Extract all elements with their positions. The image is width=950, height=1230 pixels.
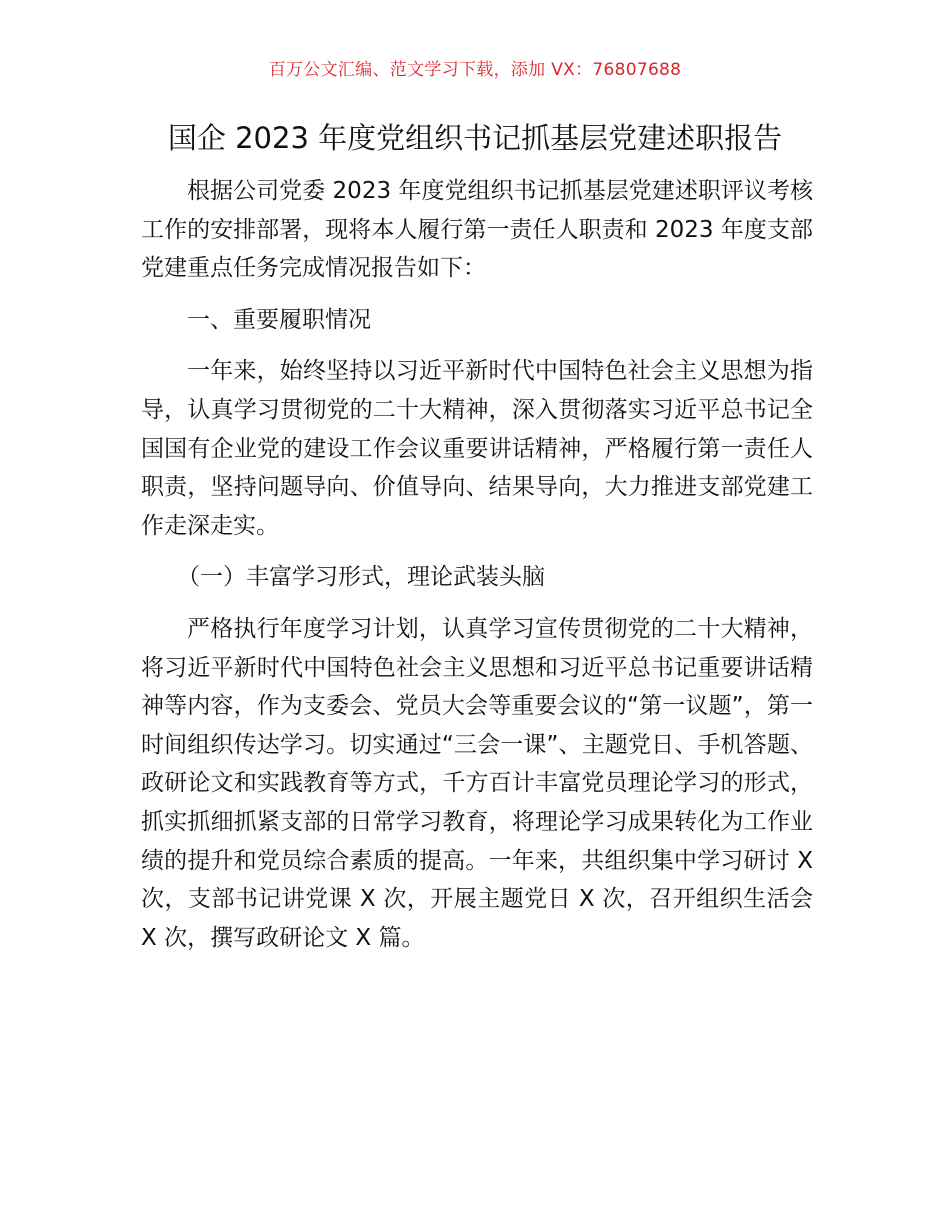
- document-body: [141, 172, 813, 957]
- section-1-paragraph: 一年来，始终坚持以习近平新时代中国特色社会主义思想为指导，认真学习贯彻党的二十大精神，深入贯彻落实习近平总书记全国国有企业党的建设工作会议重要讲话精神，严格履行第一责任人职责，坚持问题导向、价值导向、结果导向，大力推进支部党建工作走深走实。: [141, 358, 813, 539]
- section-heading-1: 一、重要履职情况: [187, 306, 371, 333]
- document-title: 国企 2023 年度党组织书记抓基层党建述职报告: [167, 121, 783, 155]
- download-promo-note: 百万公文汇编、范文学习下载，添加 VX：76807688: [268, 60, 682, 80]
- subsection-heading-1: （一）丰富学习形式，理论武装头脑: [177, 564, 545, 591]
- intro-paragraph: 根据公司党委 2023 年度党组织书记抓基层党建述职评议考核工作的安排部署，现将本人履行第一责任人职责和 2023 年度支部党建重点任务完成情况报告如下：: [141, 178, 813, 282]
- subsection-1-paragraph: 严格执行年度学习计划，认真学习宣传贯彻党的二十大精神，将习近平新时代中国特色社会主义思想和习近平总书记重要讲话精神等内容，作为支委会、党员大会等重要会议的“第一议题”，第一时间组织传达学习。切实通过“三会一课”、主题党日、手机答题、政研论文和实践教育等方式，千方百计丰富党员理论学习的形式，抓实抓细抓紧支部的日常学习教育，将理论学习成果转化为工作业绩的提升和党员综合素质的提高。一年来，共组织集中学习研讨 X 次，支部书记讲党课 X 次，开展主题党日 X 次，召开组织生活会 X 次，撰写政研论文 X 篇。: [141, 615, 813, 951]
